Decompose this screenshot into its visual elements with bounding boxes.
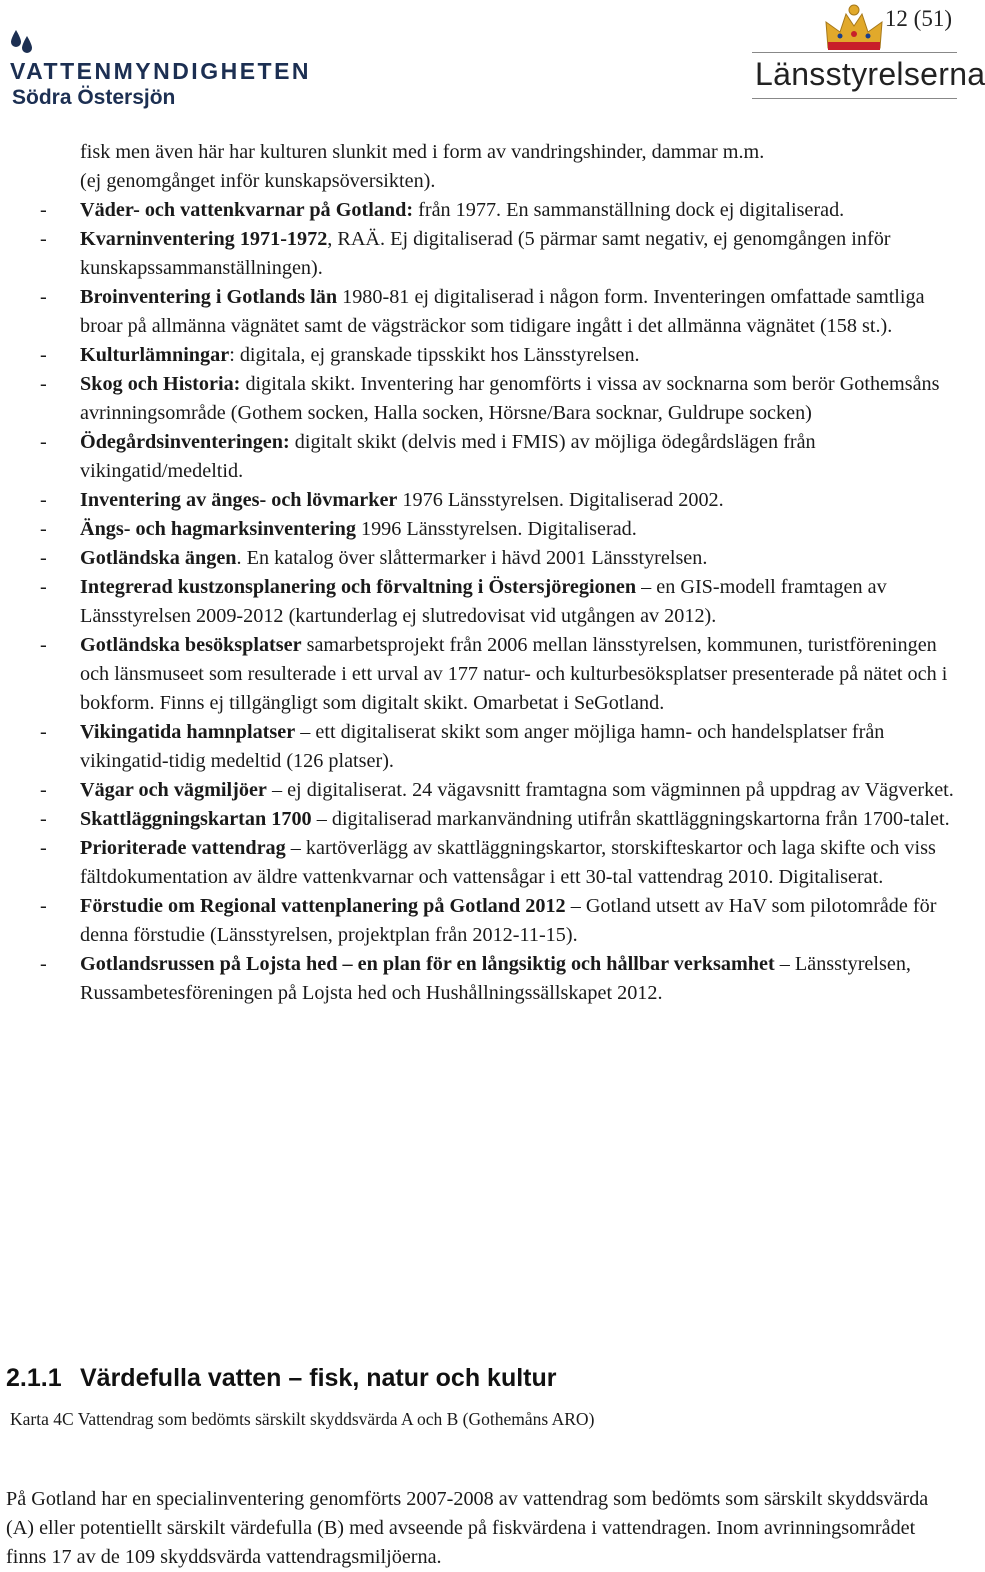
item-text: – en GIS-modell framtagen av Länsstyrelsen 2009-2012 (kartunderlag ej slutredovisat vid utgången av 2012). <box>80 576 887 627</box>
list-item: - Inventering av änges- och lövmarker 1976 Länsstyrelsen. Digitaliserad 2002. <box>40 489 724 511</box>
item-text: – Gotland utsett av HaV som pilotområde för denna förstudie (Länsstyrelsen, projektplan från 2012-11-15). <box>80 895 937 946</box>
item-text: digitala skikt. Inventering har genomförts i vissa av socknarna som berör Gothemsåns avrinningsområde (Gothem socken, Halla socken, Hörsne/Bara socknar, Guldrupe socken) <box>80 373 940 424</box>
item-title: Integrerad kustzonsplanering och förvaltning i Östersjöregionen <box>80 576 637 598</box>
list-item: - Ängs- och hagmarksinventering 1996 Länsstyrelsen. Digitaliserad. <box>40 518 637 540</box>
vattenmyndigheten-logo <box>8 28 312 109</box>
item-title: Kulturlämningar <box>80 344 230 366</box>
item-title: Väder- och vattenkvarnar på Gotland: <box>80 199 414 221</box>
intro-paragraph <box>0 138 960 196</box>
list-item: - Skog och Historia: digitala skikt. Inventering har genomförts i vissa av socknarna som berör Gothemsåns avrinningsområde (Gothem socken, Halla socken, Hörsne/Bara socknar, Guldrupe socken) <box>40 373 940 424</box>
list-item: - Integrerad kustzonsplanering och förvaltning i Östersjöregionen – en GIS-modell framtagen av Länsstyrelsen 2009-2012 (kartunderlag ej slutredovisat vid utgången av 2012). <box>40 576 887 627</box>
list-item: - Gotländska besöksplatser samarbetsprojekt från 2006 mellan länsstyrelsen, kommunen, turistföreningen och länsmuseet som resulterade i ett urval av 177 natur- och kulturbesöksplatser presenterade på nätet och i bokform. Finns ej tillgängligt som digitalt skikt. Omarbetat i SeGotland. <box>40 634 948 714</box>
item-title: Förstudie om Regional vattenplanering på Gotland 2012 <box>80 895 566 917</box>
item-title: Ängs- och hagmarksinventering <box>80 518 356 540</box>
list-item: - Gotlandsrussen på Lojsta hed – en plan för en långsiktig och hållbar verksamhet – Länsstyrelsen, Russambetesföreningen på Lojsta hed och Hushållningssällskapet 2012. <box>40 953 911 1004</box>
item-text: 1996 Länsstyrelsen. Digitaliserad. <box>355 518 637 540</box>
bullet-list <box>0 196 960 1008</box>
item-title: Skog och Historia: <box>80 373 241 395</box>
section-body: På Gotland har en specialinventering genomförts 2007-2008 av vattendrag som bedömts som särskilt skyddsvärda (A) eller potentiellt särskilt värdefulla (B) med avseende på fiskvärdena i vattendragen. Inom avrinningsområdet finns 17 av de 109 skyddsvärda vattendragsmiljöerna. <box>6 1488 929 1569</box>
item-title: Gotländska ängen <box>80 547 237 569</box>
item-title: Prioriterade vattendrag <box>80 837 286 859</box>
section-title: Värdefulla vatten – fisk, natur och kultur <box>80 1364 557 1392</box>
item-title: Gotlandsrussen på Lojsta hed – en plan för en långsiktig och hållbar verksamhet <box>80 953 775 975</box>
logo-divider <box>752 98 957 99</box>
item-text: digitalt skikt (delvis med i FMIS) av möjliga ödegårdslägen från vikingatid/medeltid. <box>80 431 816 482</box>
list-item: - Broinventering i Gotlands län 1980-81 ej digitaliserad i någon form. Inventeringen omfattade samtliga broar på allmänna vägnätet samt de vägsträckor som tidigare ingått i det allmänna vägnätet (158 st.). <box>40 286 925 337</box>
item-text: – digitaliserad markanvändning utifrån skattläggningskartorna från 1700-talet. <box>311 808 950 830</box>
list-item: - Prioriterade vattendrag – kartöverlägg av skattläggningskartor, storskifteskartor och laga skifte och viss fältdokumentation av äldre vattenkvarnar och vattensågar i ett 30-tal vattendrag 2010. Digitaliserat. <box>40 837 936 888</box>
item-text: – kartöverlägg av skattläggningskartor, storskifteskartor och laga skifte och viss fältdokumentation av äldre vattenkvarnar och vattensågar i ett 30-tal vattendrag 2010. Digitaliserat. <box>80 837 936 888</box>
item-title: Broinventering i Gotlands län <box>80 286 338 308</box>
item-text: samarbetsprojekt från 2006 mellan länsstyrelsen, kommunen, turistföreningen och länsmuseet som resulterade i ett urval av 177 natur- och kulturbesöksplatser presenterade på nätet och i bokform. Finns ej tillgängligt som digitalt skikt. Omarbetat i SeGotland. <box>80 634 948 714</box>
item-title: Ödegårdsinventeringen: <box>80 431 290 453</box>
logo-divider <box>752 52 957 53</box>
item-title: Kvarninventering 1971-1972 <box>80 228 328 250</box>
logo-subtitle: Södra Östersjön <box>12 86 176 109</box>
list-item: - Skattläggningskartan 1700 – digitaliserad markanvändning utifrån skattläggningskartorna från 1700-talet. <box>40 808 950 830</box>
list-item: - Förstudie om Regional vattenplanering på Gotland 2012 – Gotland utsett av HaV som pilotområde för denna förstudie (Länsstyrelsen, projektplan från 2012-11-15). <box>40 895 937 946</box>
list-item: - Kvarninventering 1971-1972, RAÄ. Ej digitaliserad (5 pärmar samt negativ, ej genomgången inför kunskapssammanställningen). <box>40 228 891 279</box>
water-drops-icon <box>10 28 34 60</box>
list-item: - Vägar och vägmiljöer – ej digitaliserat. 24 vägavsnitt framtagna som vägminnen på uppdrag av Vägverket. <box>40 779 954 801</box>
document-body <box>0 138 960 1008</box>
crown-icon <box>822 2 886 54</box>
item-text: , RAÄ. Ej digitaliserad (5 pärmar samt negativ, ej genomgången inför kunskapssammanställningen). <box>80 228 891 279</box>
map-caption: Karta 4C Vattendrag som bedömts särskilt skyddsvärda A och B (Gothemåns ARO) <box>10 1409 595 1429</box>
item-text: 1980-81 ej digitaliserad i någon form. Inventeringen omfattade samtliga broar på allmänna vägnätet samt de vägsträckor som tidigare ingått i det allmänna vägnätet (158 st.). <box>80 286 925 337</box>
item-text: : digitala, ej granskade tipsskikt hos Länsstyrelsen. <box>229 344 640 366</box>
list-item: - Vikingatida hamnplatser – ett digitaliserat skikt som anger möjliga hamn- och handelsplatser från vikingatid-tidig medeltid (126 platser). <box>40 721 885 772</box>
page-header <box>0 0 985 120</box>
list-item: - Ödegårdsinventeringen: digitalt skikt (delvis med i FMIS) av möjliga ödegårdslägen från vikingatid/medeltid. <box>40 431 816 482</box>
section-heading <box>6 1364 557 1393</box>
item-title: Skattläggningskartan 1700 <box>80 808 312 830</box>
section-number: 2.1.1 <box>6 1364 62 1392</box>
item-text: 1976 Länsstyrelsen. Digitaliserad 2002. <box>397 489 724 511</box>
item-text: . En katalog över slåttermarker i hävd 2001 Länsstyrelsen. <box>236 547 708 569</box>
intro-line: (ej genomgånget inför kunskapsöversikten). <box>80 170 436 192</box>
item-text: från 1977. En sammanställning dock ej digitaliserad. <box>413 199 845 221</box>
item-title: Vägar och vägmiljöer <box>80 779 267 801</box>
item-text: – Länsstyrelsen, Russambetesföreningen på Lojsta hed och Hushållningssällskapet 2012. <box>80 953 911 1004</box>
item-title: Inventering av änges- och lövmarker <box>80 489 398 511</box>
item-text: – ett digitaliserat skikt som anger möjliga hamn- och handelsplatser från vikingatid-tidig medeltid (126 platser). <box>80 721 885 772</box>
list-item: - Gotländska ängen. En katalog över slåttermarker i hävd 2001 Länsstyrelsen. <box>40 547 708 569</box>
list-item: - Kulturlämningar: digitala, ej granskade tipsskikt hos Länsstyrelsen. <box>40 344 640 366</box>
item-title: Gotländska besöksplatser <box>80 634 302 656</box>
logo-title: VATTENMYNDIGHETEN <box>10 58 312 84</box>
lansstyrelserna-logo-text: Länsstyrelserna <box>755 56 985 92</box>
item-text: – ej digitaliserat. 24 vägavsnitt framtagna som vägminnen på uppdrag av Vägverket. <box>266 779 954 801</box>
intro-line: fisk men även här har kulturen slunkit med i form av vandringshinder, dammar m.m. <box>80 141 765 163</box>
item-title: Vikingatida hamnplatser <box>80 721 296 743</box>
list-item: - Väder- och vattenkvarnar på Gotland: från 1977. En sammanställning dock ej digitaliserad. <box>40 199 845 221</box>
page-number: 12 (51) <box>884 6 952 31</box>
